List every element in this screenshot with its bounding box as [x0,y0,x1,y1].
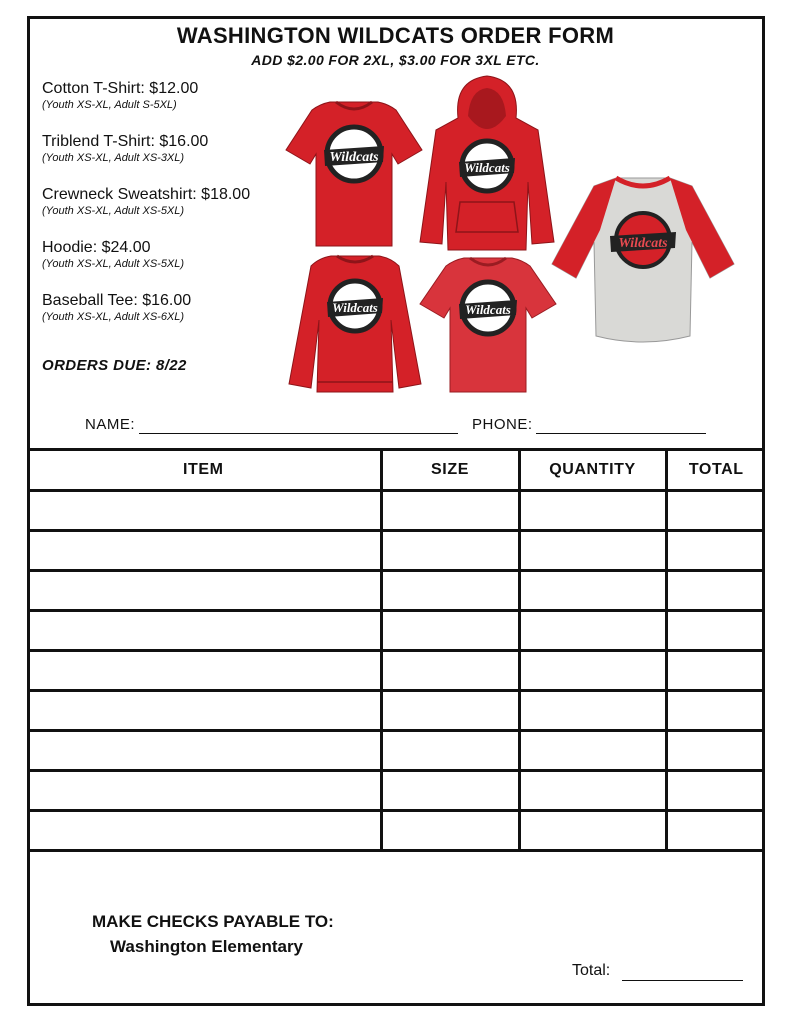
size-column-header: SIZE [381,450,519,491]
size-cell[interactable] [381,571,519,611]
table-row [27,651,765,691]
product-name: Hoodie: $24.00 [42,239,151,256]
order-table [27,448,765,852]
item-cell[interactable] [27,491,381,531]
size-cell[interactable] [381,531,519,571]
quantity-cell[interactable] [519,811,666,851]
table-header-row [27,450,765,491]
product-crewneck-sweatshirt [42,186,250,217]
quantity-cell[interactable] [519,691,666,731]
item-cell[interactable] [27,771,381,811]
name-label: NAME: [85,416,136,433]
table-row [27,571,765,611]
svg-text:Wildcats: Wildcats [465,302,511,317]
svg-text:Wildcats: Wildcats [332,300,378,315]
wildcats-logo-icon [327,281,383,331]
total-cell[interactable] [666,771,765,811]
product-name: Baseball Tee: $16.00 [42,292,192,309]
cotton-tshirt-image [284,94,424,250]
product-name: Triblend T-Shirt: $16.00 [42,133,209,150]
table-row [27,691,765,731]
quantity-cell[interactable] [519,571,666,611]
table-row [27,491,765,531]
total-cell[interactable] [666,811,765,851]
name-field[interactable] [139,433,458,434]
crewneck-sweatshirt-image [285,250,425,396]
table-row [27,531,765,571]
product-sizes: (Youth XS-XL, Adult S-5XL) [42,99,177,111]
quantity-cell[interactable] [519,611,666,651]
size-cell[interactable] [381,651,519,691]
total-field[interactable] [622,980,743,981]
svg-text:Wildcats: Wildcats [329,150,379,165]
product-hoodie [42,239,184,270]
hoodie-image [418,72,556,254]
quantity-column-header: QUANTITY [519,450,666,491]
product-name: Cotton T-Shirt: $12.00 [42,80,199,97]
table-row [27,611,765,651]
svg-text:Wildcats: Wildcats [464,160,510,175]
total-label: Total: [572,962,611,979]
baseball-tee-image [546,172,740,348]
product-baseball-tee [42,292,191,323]
phone-field[interactable] [536,433,706,434]
size-cell[interactable] [381,611,519,651]
total-cell[interactable] [666,571,765,611]
item-cell[interactable] [27,731,381,771]
total-cell[interactable] [666,491,765,531]
size-cell[interactable] [381,771,519,811]
svg-text:Wildcats: Wildcats [618,236,668,251]
product-name: Crewneck Sweatshirt: $18.00 [42,186,251,203]
table-row [27,811,765,851]
product-sizes: (Youth XS-XL, Adult XS-6XL) [42,311,185,323]
wildcats-logo-icon [324,127,384,181]
size-cell[interactable] [381,491,519,531]
product-sizes: (Youth XS-XL, Adult XS-3XL) [42,152,185,164]
product-cotton-tshirt [42,80,198,111]
total-cell[interactable] [666,531,765,571]
item-cell[interactable] [27,691,381,731]
total-cell[interactable] [666,651,765,691]
orders-due-date: ORDERS DUE: 8/22 [42,357,187,374]
quantity-cell[interactable] [519,731,666,771]
item-cell[interactable] [27,571,381,611]
item-cell[interactable] [27,611,381,651]
total-cell[interactable] [666,611,765,651]
item-cell[interactable] [27,531,381,571]
item-cell[interactable] [27,651,381,691]
total-cell[interactable] [666,691,765,731]
size-cell[interactable] [381,811,519,851]
quantity-cell[interactable] [519,771,666,811]
quantity-cell[interactable] [519,531,666,571]
size-cell[interactable] [381,691,519,731]
item-cell[interactable] [27,811,381,851]
wildcats-logo-icon [459,141,515,191]
total-cell[interactable] [666,731,765,771]
checks-payable-label: MAKE CHECKS PAYABLE TO: [92,912,334,931]
size-cell[interactable] [381,731,519,771]
triblend-tshirt-image [418,252,558,396]
quantity-cell[interactable] [519,491,666,531]
table-row [27,771,765,811]
phone-label: PHONE: [472,416,533,433]
quantity-cell[interactable] [519,651,666,691]
checks-payee: Washington Elementary [110,937,304,956]
item-column-header: ITEM [27,450,381,491]
product-triblend-tshirt [42,133,208,164]
table-row [27,731,765,771]
wildcats-logo-icon [459,282,517,334]
page-title: WASHINGTON WILDCATS ORDER FORM [176,23,615,48]
product-sizes: (Youth XS-XL, Adult XS-5XL) [42,258,185,270]
size-surcharge-note: ADD $2.00 FOR 2XL, $3.00 FOR 3XL ETC. [251,52,540,68]
total-column-header: TOTAL [666,450,765,491]
product-sizes: (Youth XS-XL, Adult XS-5XL) [42,205,185,217]
